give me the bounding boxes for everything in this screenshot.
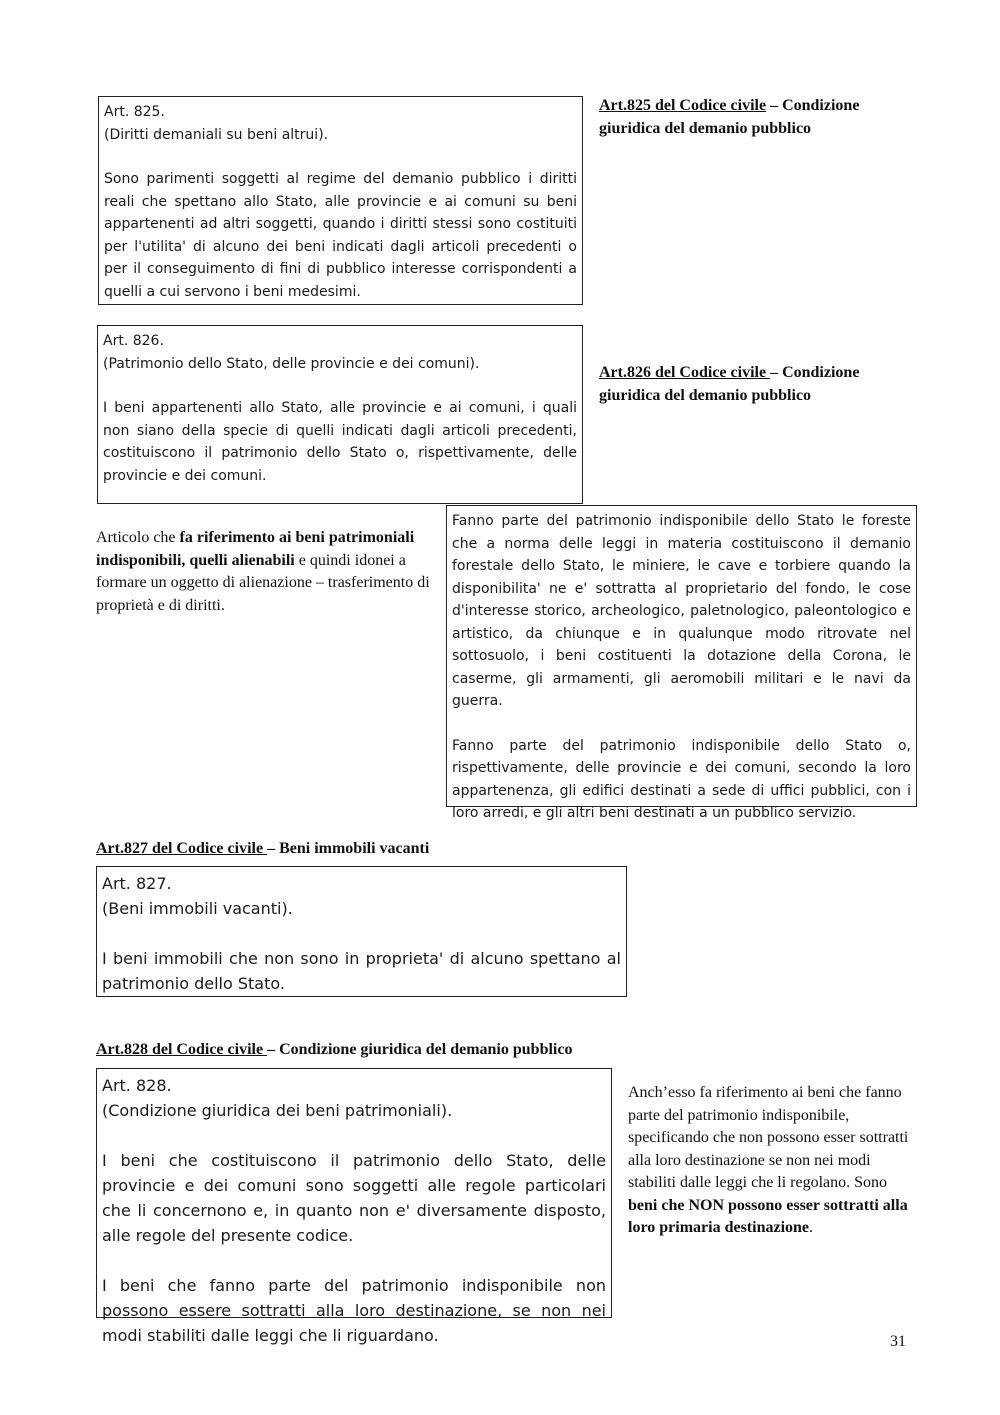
art827-number: Art. 827.: [102, 874, 172, 893]
art828-note: [628, 1082, 913, 1240]
art828-note-bold: beni che NON possono esser sottratti alla loro primaria destinazione: [628, 1196, 908, 1236]
art828-number: Art. 828.: [102, 1076, 172, 1095]
art825-heading: [599, 95, 899, 140]
art828-note-text1: Anch’esso fa riferimento ai beni che fanno parte del patrimonio indisponibile, specificando che non possono esser sottratti alla loro destinazione se non nei modi stabiliti dalle leggi che li regolano. Sono: [628, 1084, 909, 1191]
art826-text: I beni appartenenti allo Stato, alle provincie e ai comuni, i quali non siano della specie di quelli indicati dagli articoli precedenti, costituiscono il patrimonio dello Stato o, rispettivamente, delle provincie e dei comuni.: [103, 400, 577, 484]
art828-subtitle: (Condizione giuridica dei beni patrimoniali).: [102, 1101, 453, 1120]
art826-patrimonio-box: [446, 505, 917, 821]
art825-text: Sono parimenti soggetti al regime del demanio pubblico i diritti reali che spettano allo Stato, alle provincie e ai comuni su beni appartenenti ad altri soggetti, quando i diritti stessi sono costituiti per l'utilita' di alcuno dei beni indicati dagli articoli precedenti o per il conseguimento di fini di pubblico interesse corrispondenti a quelli a cui servono i beni medesimi.: [104, 171, 577, 300]
art826-heading-link[interactable]: Art.826 del Codice civile: [599, 364, 771, 381]
art826-heading: [599, 362, 899, 407]
art827-heading: [96, 838, 696, 861]
art827-heading-link[interactable]: Art.827 del Codice civile: [96, 840, 268, 857]
art826-note-text1: Articolo che: [96, 529, 180, 546]
art825-number: Art. 825.: [104, 104, 165, 120]
art826-quote-box: [97, 325, 583, 504]
art828-quote-box: [96, 1068, 612, 1345]
art827-text: I beni immobili che non sono in proprieta' di alcuno spettano al patrimonio dello Stato.: [102, 949, 621, 993]
art826-heading-rest: – Condizione giuridica del demanio pubblico: [599, 364, 860, 404]
art828-heading-rest: – Condizione giuridica del demanio pubblico: [267, 1041, 573, 1058]
art825-heading-link[interactable]: Art.825 del Codice civile: [599, 97, 767, 114]
art825-subtitle: (Diritti demaniali su beni altrui).: [104, 126, 329, 143]
art827-quote-box: [96, 866, 627, 997]
art827-subtitle: (Beni immobili vacanti).: [102, 899, 293, 918]
page-number: 31: [890, 1333, 906, 1350]
art826-box2-p2: Fanno parte del patrimonio indisponibile dello Stato o, rispettivamente, delle provincie e dei comuni, secondo la loro appartenenza, gli edifici destinati a sede di uffici pubblici, con i loro arredi, e gli altri beni destinati a un pubblico servizio.: [452, 737, 911, 821]
art828-heading-link[interactable]: Art.828 del Codice civile: [96, 1041, 268, 1058]
art828-p2: I beni che fanno parte del patrimonio indisponibile non possono essere sottratti alla loro destinazione, se non nei modi stabiliti dalle leggi che li riguardano.: [102, 1276, 606, 1345]
art825-quote-box: [98, 96, 583, 305]
art826-subtitle: (Patrimonio dello Stato, delle provincie e dei comuni).: [103, 355, 480, 372]
art828-heading: [96, 1039, 796, 1062]
art826-note-text2: e quindi idonei a formare un oggetto di alienazione – trasferimento di proprietà e di diritti.: [96, 551, 430, 614]
art828-p1: I beni che costituiscono il patrimonio dello Stato, delle provincie e dei comuni sono soggetti alle regole particolari che li concernono e, in quanto non e' diversamente disposto, alle regole del presente codice.: [102, 1151, 606, 1245]
art826-note-bold: fa riferimento ai beni patrimoniali indisponibili, quelli alienabili: [96, 529, 415, 569]
art828-note-text2: .: [809, 1219, 814, 1236]
art826-number: Art. 826.: [103, 333, 164, 349]
art825-heading-rest: – Condizione giuridica del demanio pubblico: [599, 97, 860, 137]
art827-heading-rest: – Beni immobili vacanti: [267, 840, 430, 857]
art826-note: [96, 527, 432, 617]
art826-box2-p1: Fanno parte del patrimonio indisponibile dello Stato le foreste che a norma delle leggi in materia costituiscono il demanio forestale dello Stato, le miniere, le cave e torbiere quando la disponibilita' ne e' sottratta al proprietario del fondo, le cose d'interesse storico, archeologico, paletnologico, paleontologico e artistico, da chiunque e in qualunque modo ritrovate nel sottosuolo, i beni costituenti la dotazione della Corona, le caserme, gli armamenti, gli aeromobili militari e le navi da guerra.: [452, 513, 911, 709]
